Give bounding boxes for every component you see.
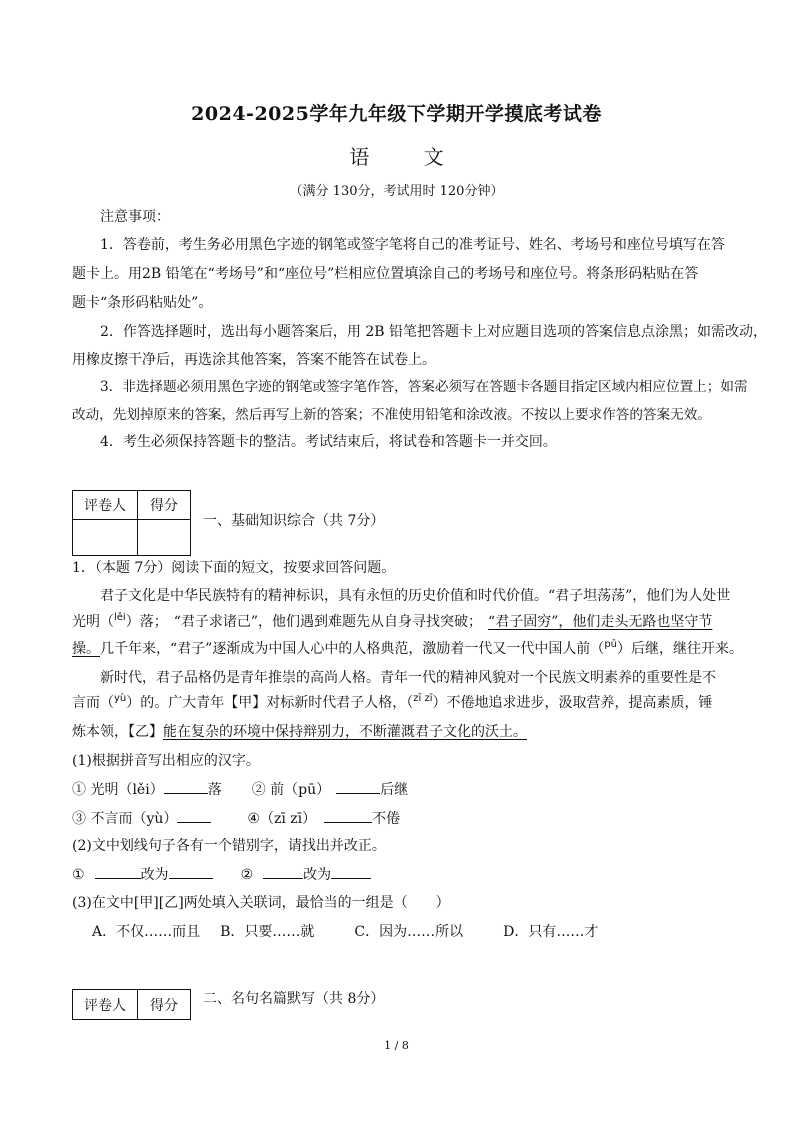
text-span: 几千年来，“君子”逐渐成为中国人心中的人格典范，激励着一代又一代中国人前（ <box>100 641 605 657</box>
notice-item-1-line-3: 题卡“条形码粘贴处”。 <box>72 295 213 311</box>
question-1-intro: 1．（本题 7分）阅读下面的短文，按要求回答问题。 <box>72 560 396 576</box>
text-span: ）的。广大青年【甲】对标新时代君子人格，（ <box>126 695 414 711</box>
text-span: ）后继，继往开来。 <box>617 641 743 657</box>
item-label: 后继 <box>380 782 409 798</box>
passage-p1-line-3 <box>72 639 743 661</box>
text-span: “君子求诸己”，他们遇到难题先从自身寻找突破； <box>173 614 483 630</box>
sub-question-1-row-1 <box>72 779 408 800</box>
notice-item-3-line-1: 3．非选择题必须用黑色字迹的钢笔或签字笔作答，答案必须写在答题卡各题目指定区域内相应位置上；如需 <box>100 379 748 395</box>
notice-heading: 注意事项： <box>100 209 170 225</box>
answer-blank[interactable] <box>263 864 303 879</box>
underlined-sentence-2: 能在复杂的环境中保持辩别力，不断灌溉君子文化的沃土。 <box>163 724 527 740</box>
score-cell <box>138 520 191 556</box>
notice-item-1-line-1: 1．答卷前，考生务必用黑色字迹的钢笔或签字笔将自己的准考证号、姓名、考场号和座位号填写在答 <box>100 237 725 253</box>
score-label: 得分 <box>138 990 191 1020</box>
item-label: ② 前（pū） <box>251 782 331 798</box>
underlined-sentence-1: “君子固穷”，他们走头无路也坚守节 <box>488 614 713 630</box>
text-span: ）不倦地追求进步，汲取营养，提高素质，锤 <box>432 695 713 711</box>
passage-p2-line-1: 新时代，君子品格仍是青年推崇的高尚人格。青年一代的精神风貌对一个民族文明素养的重要性是不 <box>100 670 716 686</box>
score-label: 得分 <box>138 491 191 520</box>
section-1-heading: 一、基础知识综合（共 7分） <box>203 513 385 529</box>
page-number: 1 / 8 <box>384 1039 409 1052</box>
notice-item-2-line-1: 2．作答选择题时，选出每小题答案后，用 2B 铅笔把答题卡上对应题目选项的答案信息点涂黑；如需改动， <box>100 324 768 340</box>
sub-question-2-row <box>72 864 371 885</box>
item-label: 改为 <box>140 867 169 883</box>
item-label: ① 光明（lěi） <box>72 782 164 798</box>
text-span: ）落； <box>125 614 168 630</box>
notice-item-2-line-2: 用橡皮擦干净后，再选涂其他答案，答案不能答在试卷上。 <box>72 352 436 368</box>
item-label: ④（zī zī） <box>247 811 317 827</box>
sub-question-1-row-2 <box>72 808 400 829</box>
score-note: （满分 130分，考试用时 120分钟） <box>289 184 504 199</box>
sub-question-2: (2)文中划线句子各有一个错别字，请找出并改正。 <box>72 838 386 854</box>
passage-p2-line-3 <box>72 722 527 742</box>
item-label: 不倦 <box>372 811 401 827</box>
sub-question-3-options <box>92 922 598 942</box>
pinyin-lei: lěi <box>114 612 126 623</box>
notice-item-3-line-2: 改动，先划掉原来的答案，然后再写上新的答案；不准使用铅笔和涂改液。不按以上要求作答的答案无效。 <box>72 407 711 423</box>
item-label: ② <box>240 867 254 883</box>
option-b[interactable]: B．只要……就 <box>220 924 315 940</box>
grader-table-2 <box>72 989 191 1020</box>
pinyin-pu: pū <box>604 639 617 650</box>
text-span: 炼本领，【乙】 <box>72 724 163 740</box>
underlined-sentence-1-end: 操。 <box>72 641 100 657</box>
grader-table-1 <box>72 490 191 556</box>
passage-p2-line-2 <box>72 693 713 715</box>
passage-p1-line-2 <box>72 612 712 634</box>
answer-blank[interactable] <box>169 864 213 879</box>
answer-blank[interactable] <box>336 779 380 794</box>
grader-label: 评卷人 <box>73 491 138 520</box>
text-span: 言而（ <box>72 695 114 711</box>
item-label: ③ 不言而（yù） <box>72 811 178 827</box>
sub-question-3: (3)在文中[甲][乙]两处填入关联词，最恰当的一组是（ ） <box>72 895 450 911</box>
sub-question-1: (1)根据拼音写出相应的汉字。 <box>72 753 260 769</box>
exam-title: 2024-2025学年九年级下学期开学摸底考试卷 <box>191 103 602 125</box>
answer-blank[interactable] <box>164 779 208 794</box>
text-span: 光明（ <box>72 614 114 630</box>
subject-title: 语 文 <box>349 145 468 169</box>
item-label: 改为 <box>303 867 332 883</box>
notice-item-4: 4．考生必须保持答题卡的整洁。考试结束后，将试卷和答题卡一并交回。 <box>100 434 557 450</box>
option-c[interactable]: C．因为……所以 <box>354 924 464 940</box>
option-d[interactable]: D．只有……才 <box>503 924 599 940</box>
answer-blank[interactable] <box>95 864 141 879</box>
option-a[interactable]: A．不仅……而且 <box>92 924 201 940</box>
answer-blank[interactable] <box>324 808 372 823</box>
section-2-heading: 二、名句名篇默写（共 8分） <box>203 991 385 1007</box>
passage-p1-line-1: 君子文化是中华民族特有的精神标识，具有永恒的历史价值和时代价值。“君子坦荡荡”，他们为人处世 <box>100 588 731 604</box>
grader-label: 评卷人 <box>73 990 138 1020</box>
notice-item-1-line-2: 题卡上。用2B 铅笔在“考场号”和“座位号”栏相应位置填涂自己的考场号和座位号。将条形码粘贴在答 <box>72 266 699 282</box>
answer-blank[interactable] <box>177 808 211 823</box>
item-label: ① <box>72 867 85 883</box>
answer-blank[interactable] <box>331 864 371 879</box>
pinyin-zizi: zī zī <box>413 693 433 704</box>
pinyin-yu: yù <box>114 693 127 704</box>
item-label: 落 <box>207 782 222 798</box>
grader-cell <box>73 520 138 556</box>
